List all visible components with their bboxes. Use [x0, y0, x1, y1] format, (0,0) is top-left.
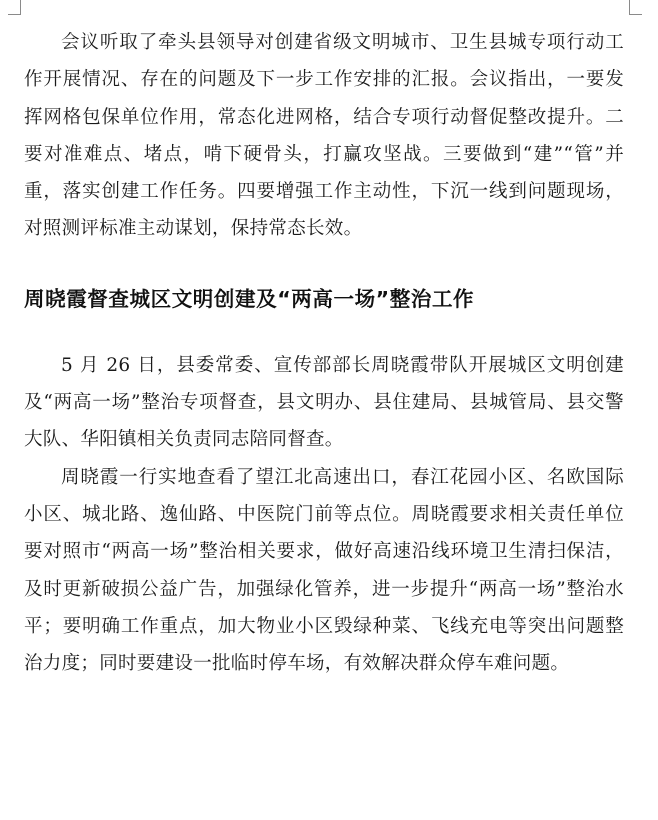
- page-corner-mark-left: [8, 0, 21, 15]
- paragraph-meeting-summary: 会议听取了牵头县领导对创建省级文明城市、卫生县城专项行动工作开展情况、存在的问题及下一步工作安排的汇报。会议指出，一要发挥网格包保单位作用，常态化进网格，结合专项行动督促整改提升。二要对准难点、堵点，啃下硬骨头，打赢攻坚战。三要做到“建”“管”并重，落实创建工作任务。四要增强工作主动性，下沉一线到问题现场，对照测评标准主动谋划，保持常态长效。: [24, 32, 624, 240]
- document-body: [24, 24, 624, 682]
- paragraph-inspection-intro: 5 月 26 日，县委常委、宣传部部长周晓霞带队开展城区文明创建及“两高一场”整治专项督查，县文明办、县住建局、县城管局、县交警大队、华阳镇相关负责同志陪同督查。: [24, 354, 624, 451]
- paragraph-inspection-details: 周晓霞一行实地查看了望江北高速出口，春江花园小区、名欧国际小区、城北路、逸仙路、中医院门前等点位。周晓霞要求相关责任单位要对照市“两高一场”整治相关要求，做好高速沿线环境卫生清扫保洁，及时更新破损公益广告，加强绿化管养，进一步提升“两高一场”整治水平；要明确工作重点，加大物业小区毁绿种菜、飞线充电等突出问题整治力度；同时要建设一批临时停车场，有效解决群众停车难问题。: [24, 466, 624, 675]
- section-heading: 周晓霞督查城区文明创建及“两高一场”整治工作: [24, 286, 475, 311]
- page-corner-mark-right: [629, 0, 642, 15]
